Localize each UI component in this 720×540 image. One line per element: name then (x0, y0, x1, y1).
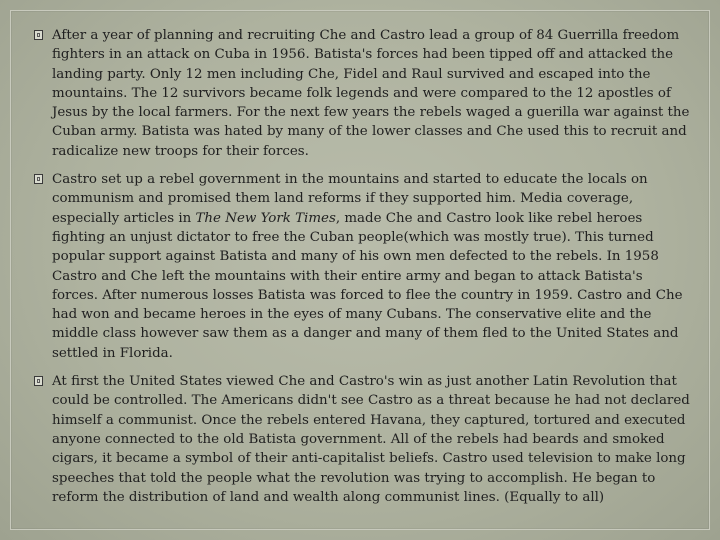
newspaper-title: The New York Times (195, 210, 336, 226)
bullet-square-icon (34, 174, 43, 184)
bullet-item (34, 170, 690, 363)
bullet-text: After a year of planning and recruiting Che and Castro lead a group of 84 Guerrilla freedom fighters in an attack on Cuba in 1956. Batista's forces had been tipped off and attacked the landing party. Only 12 men including Che, Fidel and Raul survived and escaped into the mountains. The 12 survivors became folk legends and were compared to the 12 apostles of Jesus by the local farmers. For the next few years the rebels waged a guerilla war against the Cuban army. Batista was hated by many of the lower classes and Che used this to recruit and radicalize new troops for their forces. (52, 28, 690, 159)
bullet-square-icon (34, 376, 43, 386)
bullet-list (34, 26, 690, 516)
bullet-text: At first the United States viewed Che and Castro's win as just another Latin Revolution that could be controlled. The Americans didn't see Castro as a threat because he had not declared himself a communist. Once the rebels entered Havana, they captured, tortured and executed anyone connected to the old Batista government. All of the rebels had beards and smoked cigars, it became a symbol of their anti-capitalist beliefs. Castro used television to make long speeches that told the people what the revolution was trying to accomplish. He began to reform the distribution of land and wealth along communist lines. (Equally to all) (52, 374, 690, 505)
bullet-item (34, 372, 690, 507)
bullet-item (34, 26, 690, 161)
bullet-text: Castro set up a rebel government in the mountains and started to educate the locals on communism and promised them land reforms if they supported him. Media coverage, especially articles in The New York Times, made Che and Castro look like rebel heroes fighting an unjust dictator to free the Cuban people(which was mostly true). This turned popular support against Batista and many of his own men defected to the rebels. In 1958 Castro and Che left the mountains with their entire army and began to attack Batista's forces. After numerous losses Batista was forced to flee the country in 1959. Castro and Che had won and became heroes in the eyes of many Cubans. The conservative elite and the middle class however saw them as a danger and many of them fled to the United States and settled in Florida. (52, 172, 683, 361)
bullet-square-icon (34, 30, 43, 40)
